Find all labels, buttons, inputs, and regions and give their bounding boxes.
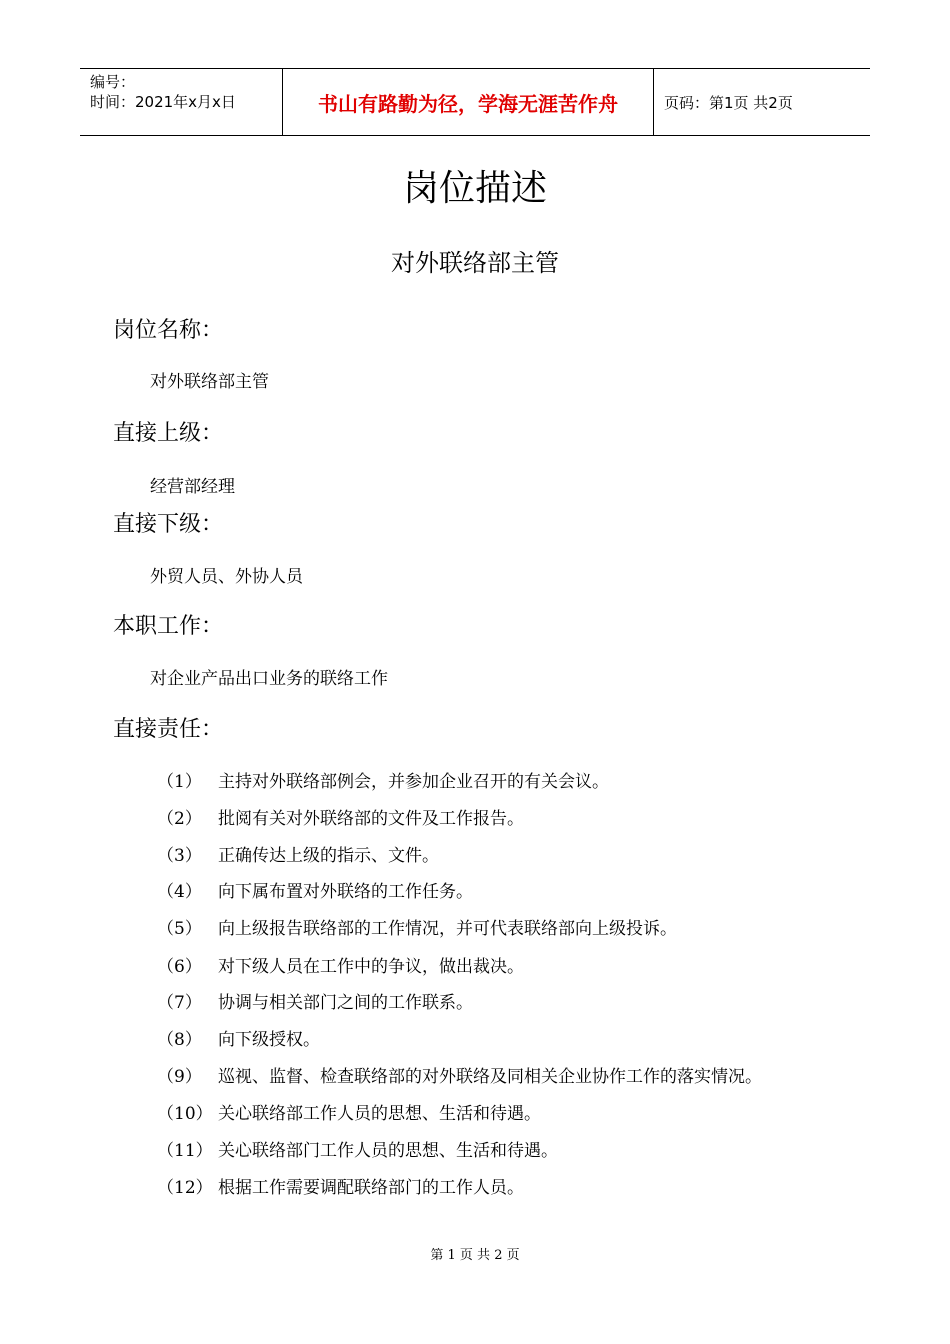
duty-item: [157, 1139, 558, 1163]
duty-item: [157, 1065, 762, 1089]
duty-text: 正确传达上级的指示、文件。: [218, 846, 439, 866]
duty-number: （1）: [157, 772, 202, 792]
document-title: 岗位描述: [402, 168, 547, 209]
header-page-info: 页码：第1页 共2页: [664, 93, 793, 112]
section-body-position-name: 对外联络部主管: [150, 372, 269, 392]
page-header: [80, 68, 870, 136]
duty-item: [157, 991, 473, 1015]
section-heading-main-work: 本职工作：: [113, 614, 224, 639]
duty-number: （3）: [157, 846, 202, 866]
section-heading-position-name: 岗位名称：: [113, 318, 224, 343]
section-body-direct-subordinate: 外贸人员、外协人员: [150, 567, 303, 587]
duty-number: （10）: [157, 1104, 213, 1124]
duty-number: （5）: [157, 919, 202, 939]
duty-number: （11）: [157, 1141, 213, 1161]
duty-item: [157, 1028, 320, 1052]
duty-text: 主持对外联络部例会，并参加企业召开的有关会议。: [218, 772, 609, 792]
duty-number: （7）: [157, 993, 202, 1013]
duty-item: [157, 917, 677, 941]
duty-text: 向下属布置对外联络的工作任务。: [218, 882, 473, 902]
duty-text: 关心联络部工作人员的思想、生活和待遇。: [218, 1104, 541, 1124]
duty-item: [157, 844, 439, 868]
duty-number: （2）: [157, 809, 202, 829]
document-time-label: 时间：2021年x月x日: [90, 93, 236, 111]
header-motto: 书山有路勤为径，学海无涯苦作舟: [282, 69, 654, 135]
duty-item: [157, 880, 473, 904]
document-subtitle: 对外联络部主管: [391, 249, 559, 277]
header-meta: [80, 69, 282, 135]
duty-number: （12）: [157, 1178, 213, 1198]
duty-text: 批阅有关对外联络部的文件及工作报告。: [218, 809, 524, 829]
section-heading-direct-superior: 直接上级：: [113, 421, 224, 446]
duty-item: [157, 955, 524, 979]
section-heading-direct-subordinate: 直接下级：: [113, 512, 224, 537]
duty-item: [157, 1176, 524, 1200]
duty-item: [157, 807, 524, 831]
duty-text: 巡视、监督、检查联络部的对外联络及同相关企业协作工作的落实情况。: [218, 1067, 762, 1087]
duty-text: 协调与相关部门之间的工作联系。: [218, 993, 473, 1013]
duty-number: （6）: [157, 957, 202, 977]
document-number-label: 编号：: [90, 73, 136, 91]
duty-number: （9）: [157, 1067, 202, 1087]
section-heading-direct-responsibility: 直接责任：: [113, 717, 224, 742]
duty-item: [157, 770, 609, 794]
duty-number: （8）: [157, 1030, 202, 1050]
duty-number: （4）: [157, 882, 202, 902]
duty-item: [157, 1102, 541, 1126]
duty-text: 根据工作需要调配联络部门的工作人员。: [218, 1178, 524, 1198]
duty-text: 向下级授权。: [218, 1030, 320, 1050]
section-body-main-work: 对企业产品出口业务的联络工作: [150, 669, 388, 689]
duty-text: 对下级人员在工作中的争议，做出裁决。: [218, 957, 524, 977]
duty-text: 向上级报告联络部的工作情况，并可代表联络部向上级投诉。: [218, 919, 677, 939]
duty-text: 关心联络部门工作人员的思想、生活和待遇。: [218, 1141, 558, 1161]
page-footer: 第 1 页 共 2 页: [430, 1248, 520, 1263]
section-body-direct-superior: 经营部经理: [150, 477, 235, 497]
